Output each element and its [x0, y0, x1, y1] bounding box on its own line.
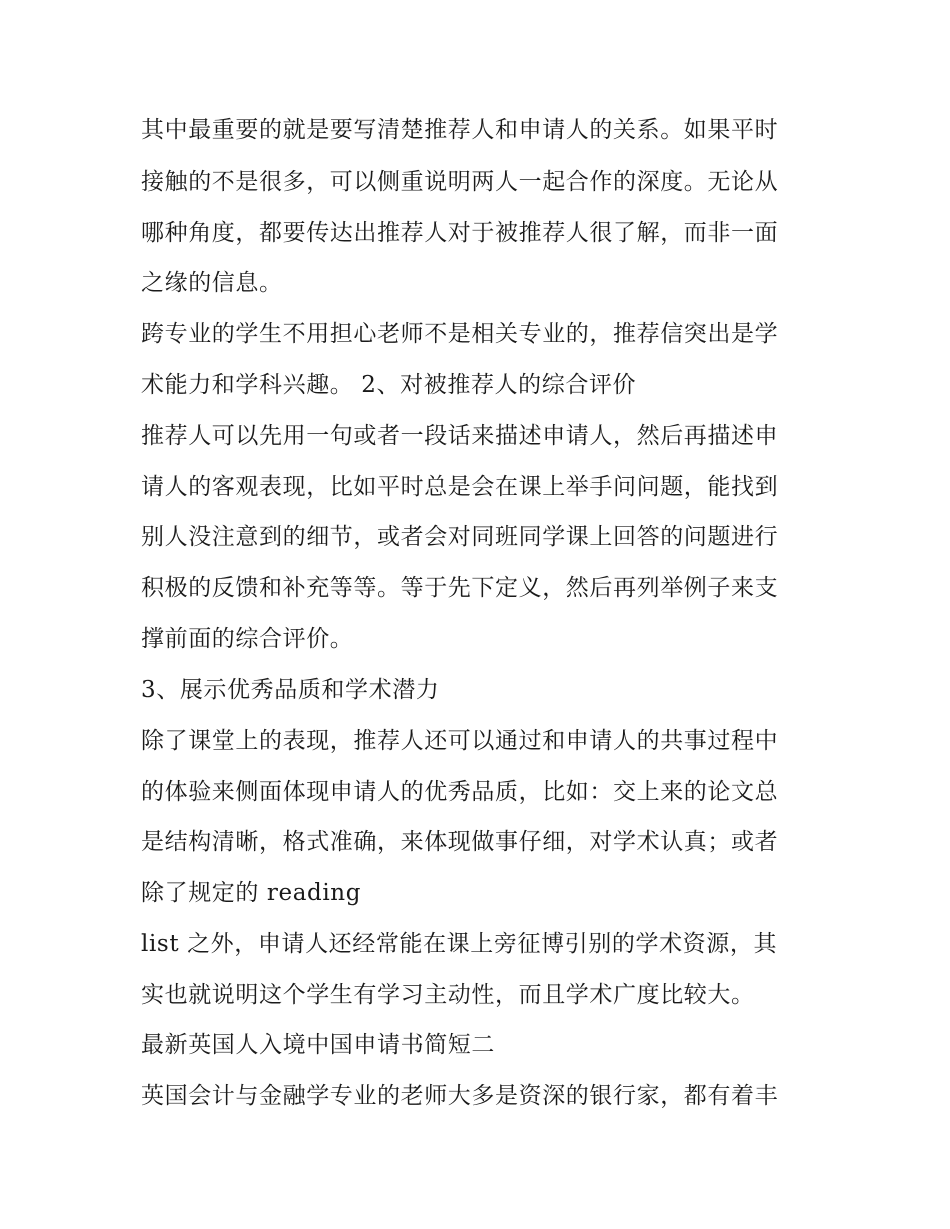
text-line-20: 英国会计与金融学专业的老师大多是资深的银行家，都有着丰 — [141, 1083, 779, 1109]
text-line-17: list 之外，申请人还经常能在课上旁征博引别的学术资源，其 — [141, 931, 778, 957]
text-line-13: 除了课堂上的表现，推荐人还可以通过和申请人的共事过程中 — [141, 728, 779, 754]
text-line-6: 术能力和学科兴趣。 2、对被推荐人的综合评价 — [141, 372, 637, 398]
text-line-15: 是结构清晰，格式准确，来体现做事仔细，对学术认真；或者 — [141, 829, 779, 855]
text-line-16: 除了规定的 reading — [141, 880, 362, 906]
text-line-12: 3、展示优秀品质和学术潜力 — [141, 677, 440, 703]
text-line-5: 跨专业的学生不用担心老师不是相关专业的，推荐信突出是学 — [141, 321, 779, 347]
text-line-19: 最新英国人入境中国申请书简短二 — [141, 1032, 495, 1058]
text-line-7: 推荐人可以先用一句或者一段话来描述申请人，然后再描述申 — [141, 423, 779, 449]
text-line-18: 实也就说明这个学生有学习主动性，而且学术广度比较大。 — [141, 982, 755, 1008]
text-line-14: 的体验来侧面体现申请人的优秀品质，比如：交上来的论文总 — [141, 779, 779, 805]
text-line-11: 撑前面的综合评价。 — [141, 626, 354, 652]
text-line-2: 接触的不是很多，可以侧重说明两人一起合作的深度。无论从 — [141, 169, 779, 195]
text-line-1: 其中最重要的就是要写清楚推荐人和申请人的关系。如果平时 — [141, 117, 779, 143]
text-line-9: 别人没注意到的细节，或者会对同班同学课上回答的问题进行 — [141, 524, 779, 550]
text-line-10: 积极的反馈和补充等等。等于先下定义，然后再列举例子来支 — [141, 575, 779, 601]
text-line-8: 请人的客观表现，比如平时总是会在课上举手问问题，能找到 — [141, 474, 779, 500]
text-line-3: 哪种角度，都要传达出推荐人对于被推荐人很了解，而非一面 — [141, 220, 779, 246]
text-line-4: 之缘的信息。 — [141, 270, 283, 296]
